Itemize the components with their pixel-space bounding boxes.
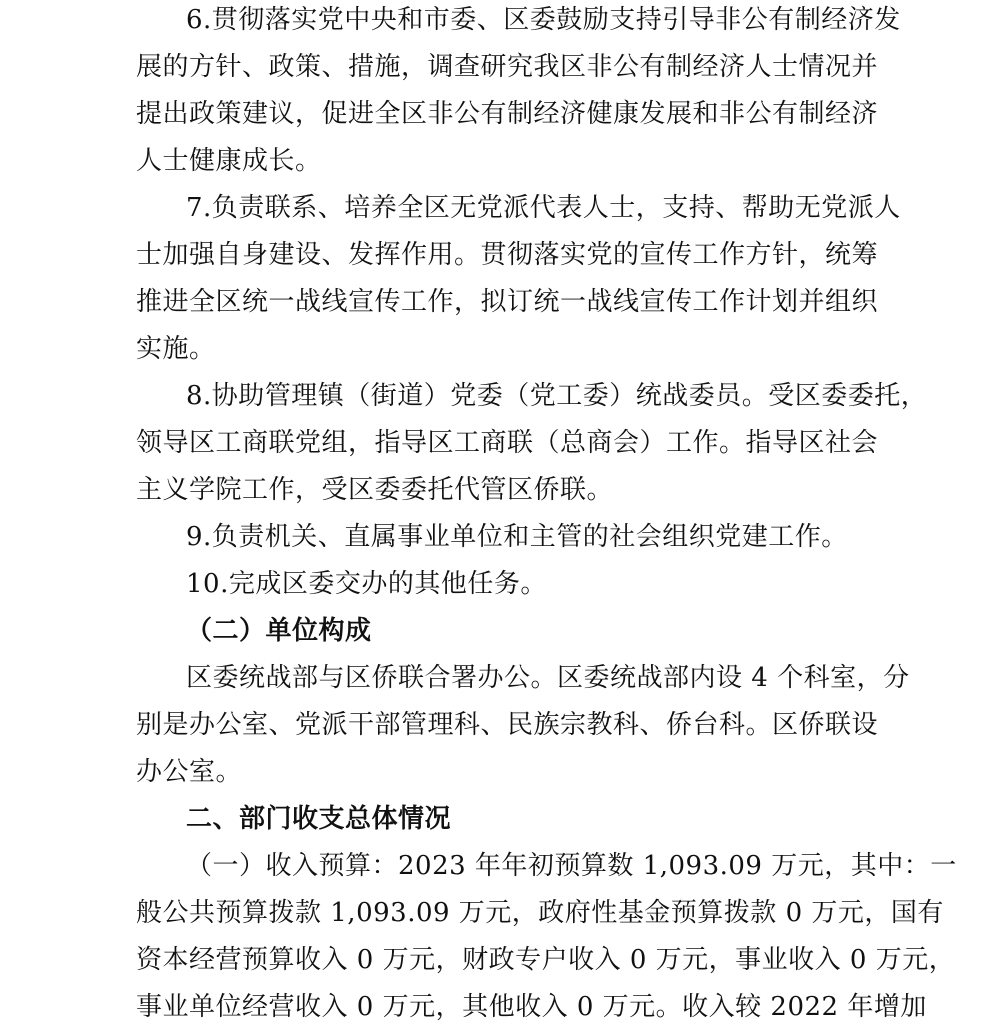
section-heading-income-expenditure: 二、部门收支总体情况: [186, 804, 452, 834]
unit-composition-line-3: 办公室。: [136, 757, 243, 787]
income-budget-line-4: 事业单位经营收入 0 万元，其他收入 0 万元。收入较 2022 年增加: [136, 992, 927, 1022]
item-7-line-3: 推进全区统一战线宣传工作，拟订统一战线宣传工作计划并组织: [136, 287, 879, 317]
item-9-line-1: 9.负责机关、直属事业单位和主管的社会组织党建工作。: [186, 522, 848, 552]
unit-composition-line-2: 别是办公室、党派干部管理科、民族宗教科、侨台科。区侨联设: [136, 710, 879, 740]
unit-composition-line-1: 区委统战部与区侨联合署办公。区委统战部内设 4 个科室，分: [186, 663, 910, 693]
income-budget-line-1: （一）收入预算：2023 年年初预算数 1,093.09 万元，其中：一: [186, 851, 957, 881]
item-10-line-1: 10.完成区委交办的其他任务。: [186, 569, 547, 599]
item-7-line-4: 实施。: [136, 334, 216, 364]
item-8-line-1: 8.协助管理镇（街道）党委（党工委）统战委员。受区委委托，: [186, 381, 928, 411]
item-8-line-3: 主义学院工作，受区委委托代管区侨联。: [136, 475, 614, 505]
item-8-line-2: 领导区工商联党组，指导区工商联（总商会）工作。指导区社会: [136, 428, 879, 458]
income-budget-line-3: 资本经营预算收入 0 万元，财政专户收入 0 万元，事业收入 0 万元，: [136, 945, 956, 975]
item-6-line-1: 6.贯彻落实党中央和市委、区委鼓励支持引导非公有制经济发: [186, 5, 901, 35]
income-budget-line-2: 般公共预算拨款 1,093.09 万元，政府性基金预算拨款 0 万元，国有: [136, 898, 944, 928]
item-6-line-4: 人士健康成长。: [136, 146, 322, 176]
subheading-unit-composition: （二）单位构成: [186, 616, 372, 646]
item-7-line-2: 士加强自身建设、发挥作用。贯彻落实党的宣传工作方针，统筹: [136, 240, 879, 270]
item-6-line-3: 提出政策建议，促进全区非公有制经济健康发展和非公有制经济: [136, 99, 879, 129]
item-6-line-2: 展的方针、政策、措施，调查研究我区非公有制经济人士情况并: [136, 52, 879, 82]
item-7-line-1: 7.负责联系、培养全区无党派代表人士，支持、帮助无党派人: [186, 193, 901, 223]
